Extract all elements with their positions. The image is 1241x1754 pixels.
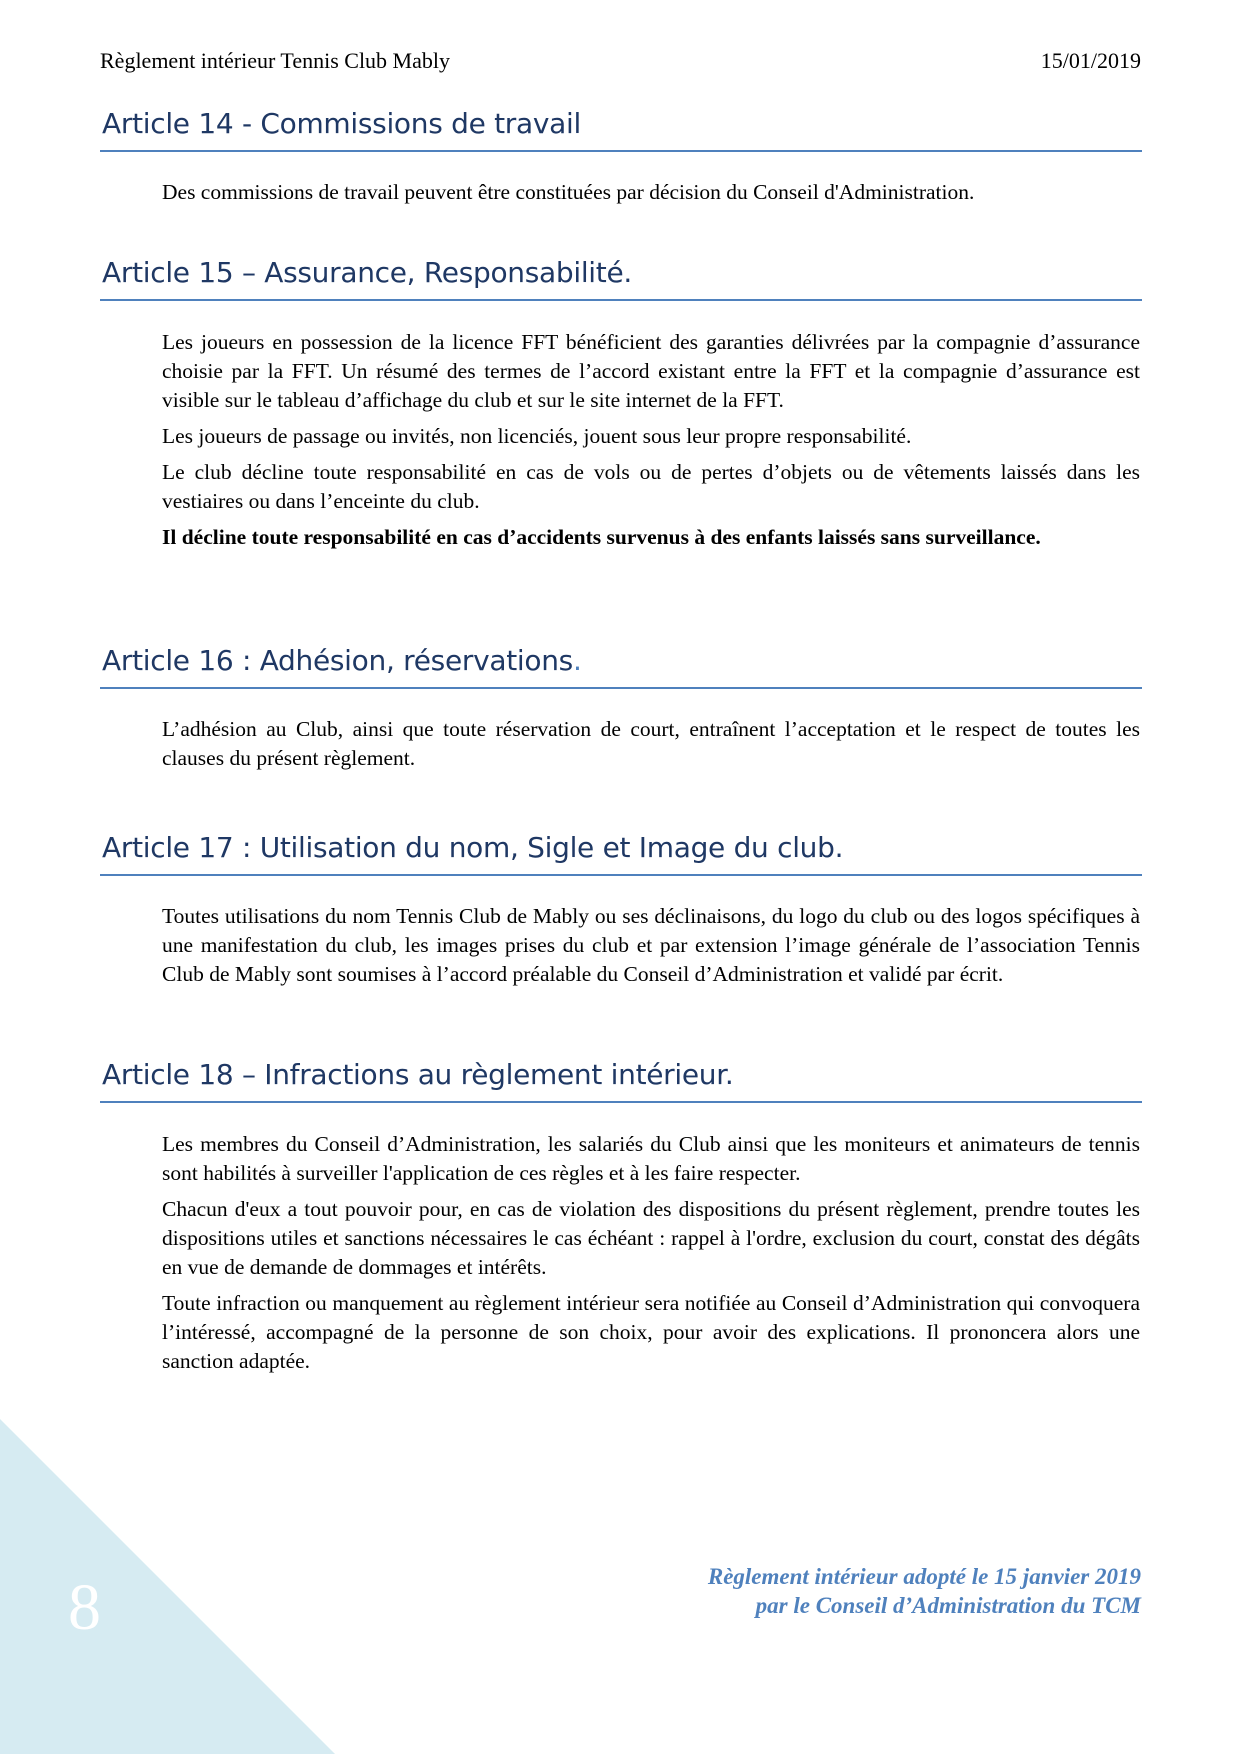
header-date: 15/01/2019: [1040, 48, 1141, 73]
article-15-paragraph-2: Les joueurs de passage ou invités, non licenciés, jouent sous leur propre responsabilité.: [162, 424, 912, 448]
article-18: [100, 1055, 1142, 1376]
article-16-paragraph-1: L’adhésion au Club, ainsi que toute réservation de court, entraînent l’acceptation et le respect de toutes les clauses du présent règlement.: [162, 717, 1140, 770]
article-14: [100, 104, 1142, 207]
adoption-signature: [708, 1562, 1141, 1620]
article-18-title: Article 18 – Infractions au règlement intérieur.: [100, 1055, 1142, 1103]
article-15-title: Article 15 – Assurance, Responsabilité.: [100, 253, 1142, 301]
signature-line-1: Règlement intérieur adopté le 15 janvier 2019: [707, 1564, 1141, 1589]
header-title: Règlement intérieur Tennis Club Mably: [100, 48, 450, 73]
article-15-paragraph-3: Le club décline toute responsabilité en cas de vols ou de pertes d’objets ou de vêtements laissés dans les vestiaires ou dans l’enceinte du club.: [162, 460, 1140, 513]
article-14-paragraph-1: Des commissions de travail peuvent être constituées par décision du Conseil d'Administration.: [162, 180, 975, 204]
article-18-paragraph-3: Toute infraction ou manquement au règlement intérieur sera notifiée au Conseil d’Administration qui convoquera l’intéressé, accompagné de la personne de son choix, pour avoir des explications. Il prononcera alors une sanction adaptée.: [162, 1291, 1140, 1373]
article-16-title-dot: .: [572, 644, 582, 677]
article-15: [100, 253, 1142, 552]
article-18-paragraph-2: Chacun d'eux a tout pouvoir pour, en cas de violation des dispositions du présent règlement, prendre toutes les dispositions utiles et sanctions nécessaires le cas échéant : rappel à l'ordre, exclusion du court, constat des dégâts en vue de demande de dommages et intérêts.: [162, 1197, 1140, 1279]
article-17-title: Article 17 : Utilisation du nom, Sigle et Image du club.: [100, 828, 1142, 876]
page-header: [100, 44, 1141, 78]
article-17-paragraph-1: Toutes utilisations du nom Tennis Club de Mably ou ses déclinaisons, du logo du club ou des logos spécifiques à une manifestation du club, les images prises du club et par extension l’image générale de l’association Tennis Club de Mably sont soumises à l’accord préalable du Conseil d’Administration et validé par écrit.: [162, 904, 1140, 986]
article-15-paragraph-1: Les joueurs en possession de la licence FFT bénéficient des garanties délivrées par la compagnie d’assurance choisie par la FFT. Un résumé des termes de l’accord existant entre la FFT et la compagnie d’assurance est visible sur le tableau d’affichage du club et sur le site internet de la FFT.: [162, 330, 1140, 412]
signature-line-2: par le Conseil d’Administration du TCM: [755, 1593, 1141, 1618]
article-14-title: Article 14 - Commissions de travail: [100, 104, 1142, 152]
article-18-paragraph-1: Les membres du Conseil d’Administration, les salariés du Club ainsi que les moniteurs et animateurs de tennis sont habilités à surveiller l'application de ces règles et à les faire respecter.: [162, 1132, 1140, 1185]
article-16: [100, 641, 1142, 773]
article-17: [100, 828, 1142, 989]
article-16-title-text: Article 16 : Adhésion, réservations: [102, 644, 573, 677]
page-number: 8: [68, 1571, 101, 1644]
article-15-paragraph-4: Il décline toute responsabilité en cas d’accidents survenus à des enfants laissés sans surveillance.: [162, 525, 1041, 549]
corner-decoration: [0, 1419, 335, 1754]
article-16-title: [100, 641, 1142, 689]
